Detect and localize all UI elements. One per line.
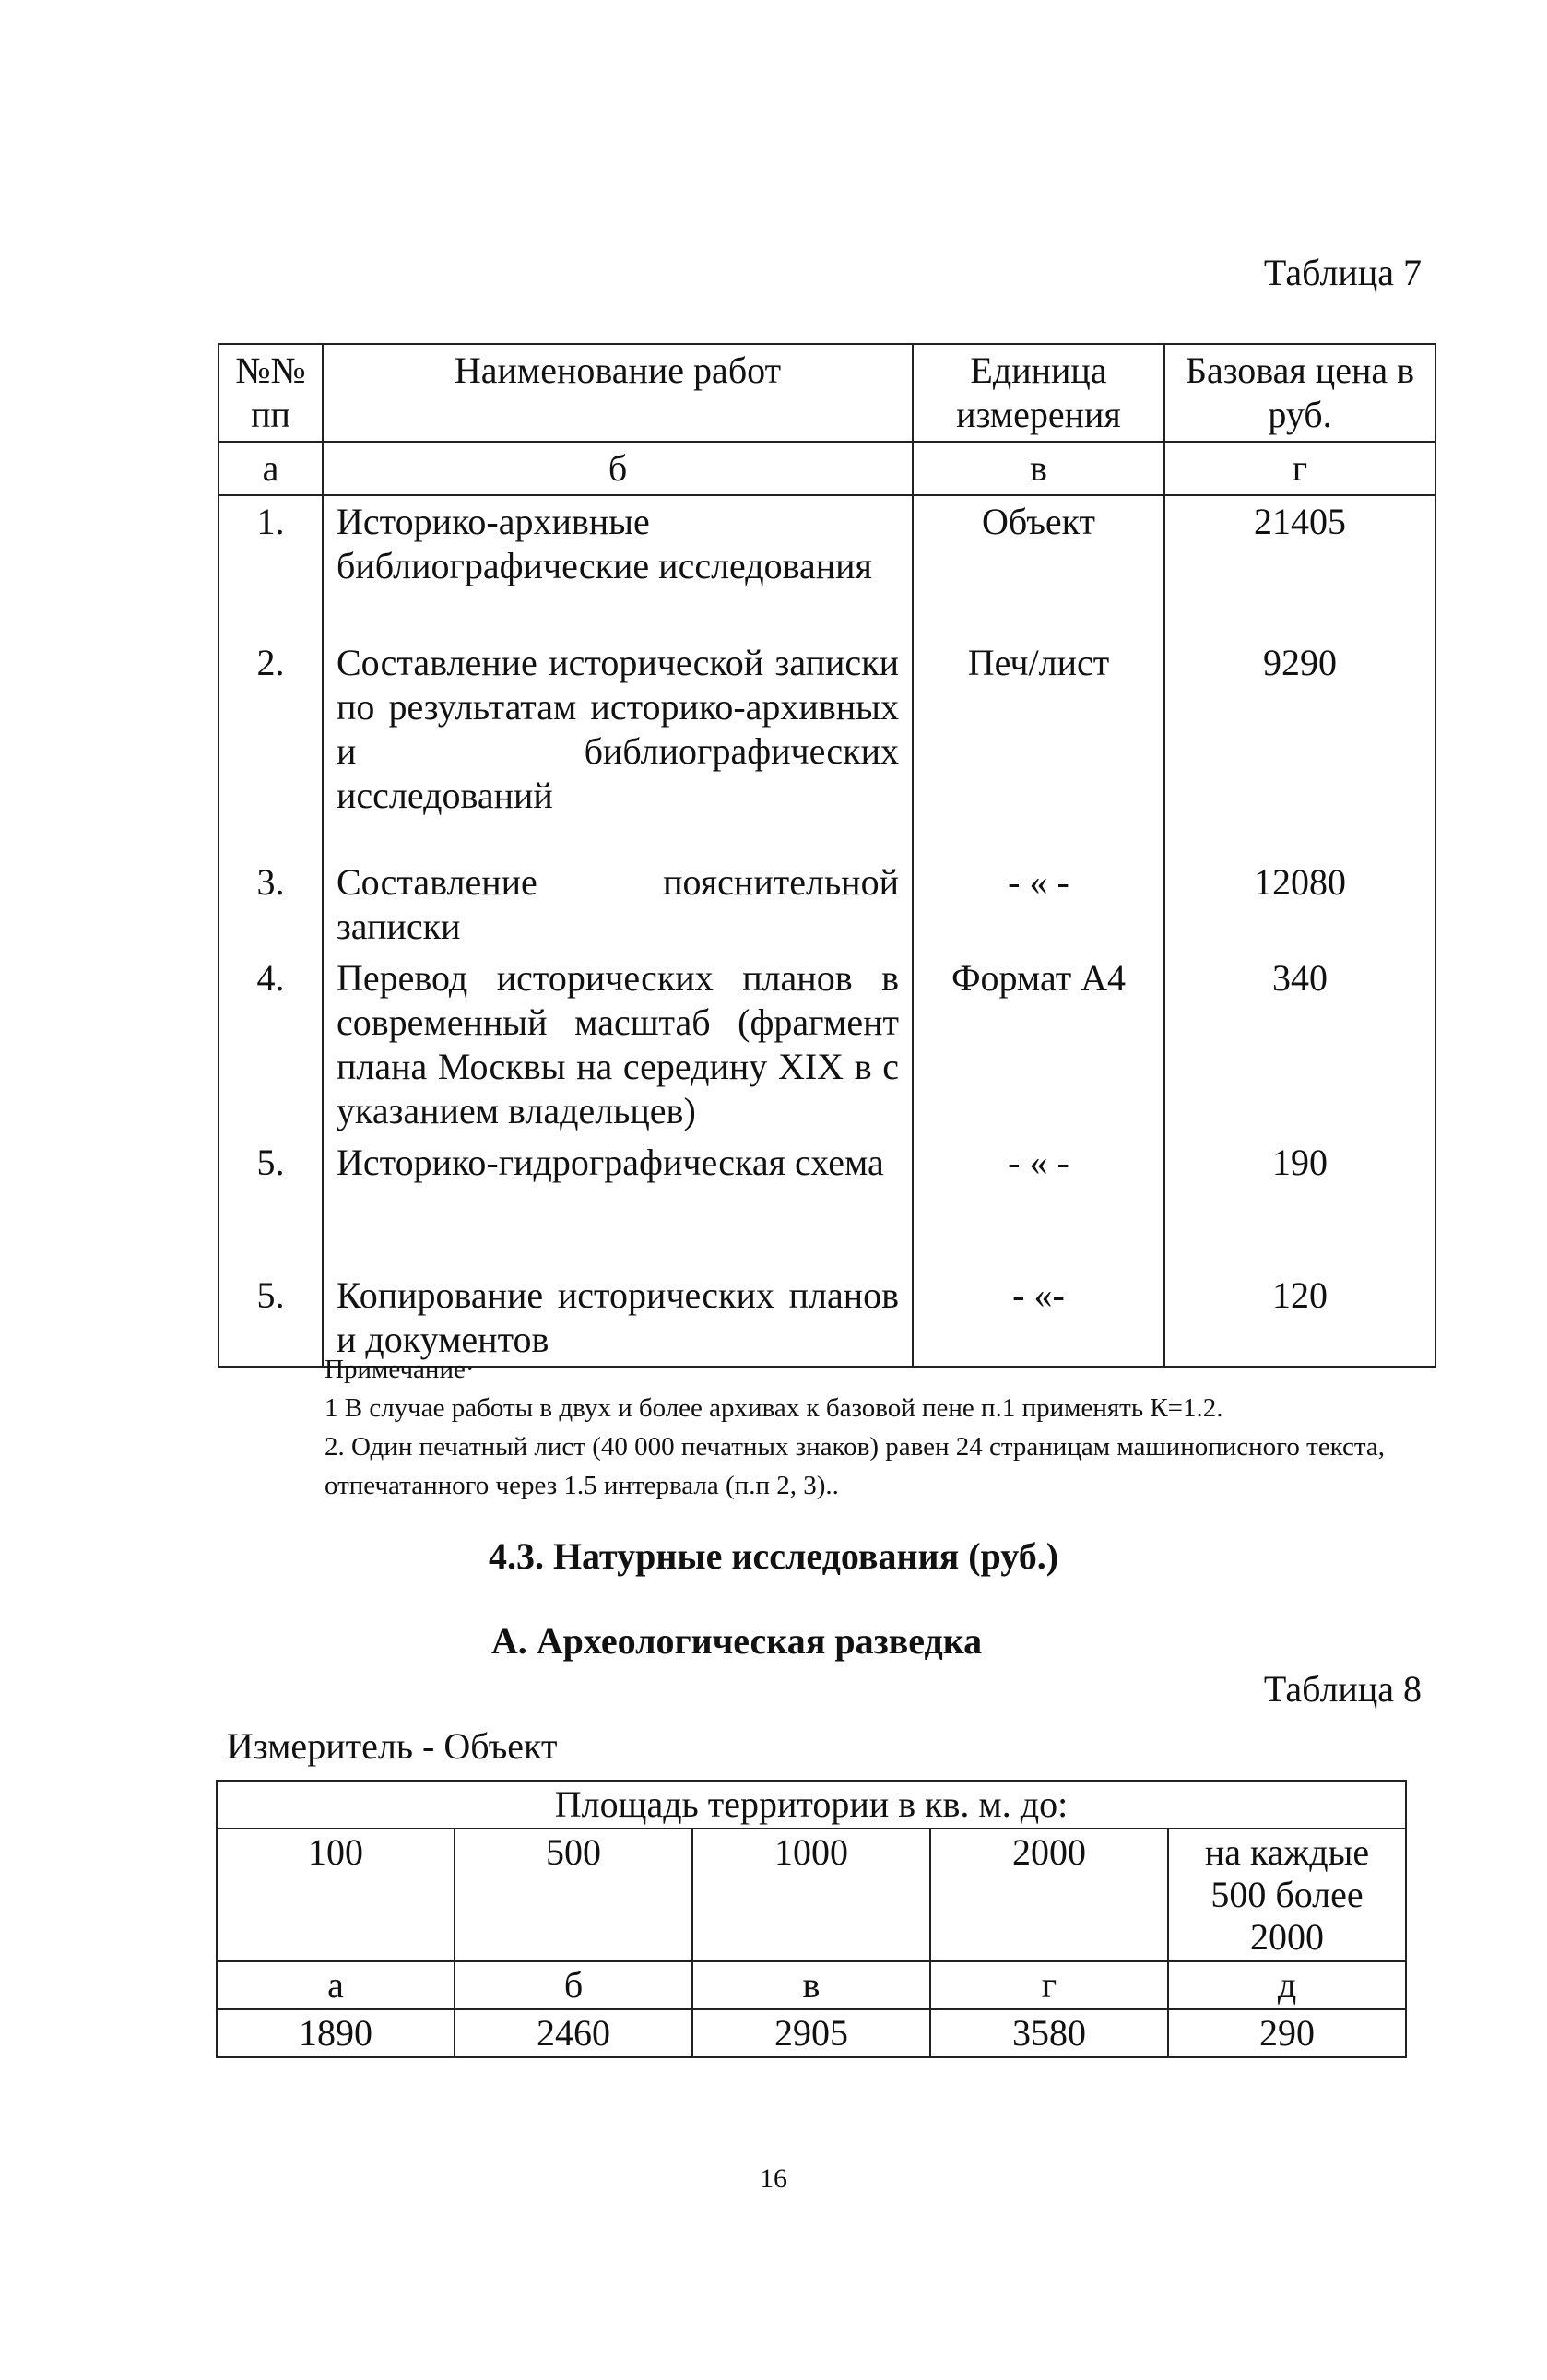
row-name: Копирование исторических планов и документов: [323, 1270, 913, 1367]
area-column-header: на каждые 500 более 2000: [1168, 1829, 1406, 1961]
row-name: Составление пояснительной записки: [323, 857, 913, 953]
table-title-row: [217, 1781, 1406, 1829]
table-8-title: Площадь территории в кв. м. до:: [217, 1781, 1406, 1829]
notes-title: Примечание·: [325, 1355, 475, 1384]
table-row: [218, 953, 1435, 1137]
row-num: 5.: [218, 1270, 323, 1367]
area-column-header: 1000: [692, 1829, 930, 1961]
sub-heading: А. Археологическая разведка: [490, 1620, 983, 1662]
notes: [325, 1350, 1436, 1505]
row-price: 21405: [1164, 495, 1435, 637]
letter-cell: а: [218, 442, 323, 495]
table-header-row: [217, 1829, 1406, 1961]
letter-cell: а: [217, 1961, 455, 2009]
note-line-1: 1 В случае работы в двух и более архивах к базовой пене п.1 применять К=1.2.: [325, 1393, 1223, 1423]
row-num: 4.: [218, 953, 323, 1137]
row-num: 5.: [218, 1137, 323, 1270]
price-cell: 3580: [930, 2009, 1168, 2057]
table-8: [216, 1780, 1407, 2058]
row-num: 3.: [218, 857, 323, 953]
row-num: 1.: [218, 495, 323, 637]
table-row: [218, 495, 1435, 637]
area-column-header: 2000: [930, 1829, 1168, 1961]
table-row: [218, 1137, 1435, 1270]
price-cell: 2905: [692, 2009, 930, 2057]
letter-cell: б: [455, 1961, 692, 2009]
letter-cell: б: [323, 442, 913, 495]
area-column-header: 500: [455, 1829, 692, 1961]
table-header-row: [218, 344, 1435, 442]
header-name: Наименование работ: [323, 344, 913, 442]
letter-cell: в: [913, 442, 1164, 495]
letter-cell: в: [692, 1961, 930, 2009]
table-row: [217, 2009, 1406, 2057]
row-price: 9290: [1164, 637, 1435, 857]
letter-cell: г: [1164, 442, 1435, 495]
row-price: 120: [1164, 1270, 1435, 1367]
price-cell: 290: [1168, 2009, 1406, 2057]
row-unit: - «-: [913, 1270, 1164, 1367]
price-cell: 2460: [455, 2009, 692, 2057]
header-price: Базовая цена в руб.: [1164, 344, 1435, 442]
table-row: [218, 637, 1435, 857]
letter-row: [218, 442, 1435, 495]
letter-cell: д: [1168, 1961, 1406, 2009]
price-cell: 1890: [217, 2009, 455, 2057]
row-unit: Формат А4: [913, 953, 1164, 1137]
row-name: Историко-архивные библиографические исследования: [323, 495, 913, 637]
letter-row: [217, 1961, 1406, 2009]
page-number: 16: [760, 2163, 787, 2194]
letter-cell: г: [930, 1961, 1168, 2009]
area-column-header: 100: [217, 1829, 455, 1961]
table-7-caption: Таблица 7: [1263, 252, 1422, 293]
note-line-2: 2. Один печатный лист (40 000 печатных знаков) равен 24 страницам машинописного текста, отпечатанного через 1.5 интервала (п.п 2, 3)..: [325, 1432, 1386, 1500]
measure-label: Измеритель - Объект: [227, 1725, 558, 1767]
row-num: 2.: [218, 637, 323, 857]
row-price: 340: [1164, 953, 1435, 1137]
row-unit: - « -: [913, 857, 1164, 953]
row-price: 12080: [1164, 857, 1435, 953]
table-row: [218, 857, 1435, 953]
table-8-caption: Таблица 8: [1263, 1668, 1422, 1710]
row-unit: Печ/лист: [913, 637, 1164, 857]
section-heading: 4.3. Натурные исследования (руб.): [488, 1535, 1059, 1577]
row-unit: - « -: [913, 1137, 1164, 1270]
header-num: №№ пп: [218, 344, 323, 442]
row-unit: Объект: [913, 495, 1164, 637]
table-7: [218, 343, 1436, 1368]
row-name: Историко-гидрографическая схема: [323, 1137, 913, 1270]
header-unit: Единица измерения: [913, 344, 1164, 442]
row-price: 190: [1164, 1137, 1435, 1270]
row-name: Перевод исторических планов в современный масштаб (фрагмент плана Москвы на середину XIX в с указанием владельцев): [323, 953, 913, 1137]
row-name: Составление исторической записки по результатам историко-архивных и библиографических исследований: [323, 637, 913, 857]
